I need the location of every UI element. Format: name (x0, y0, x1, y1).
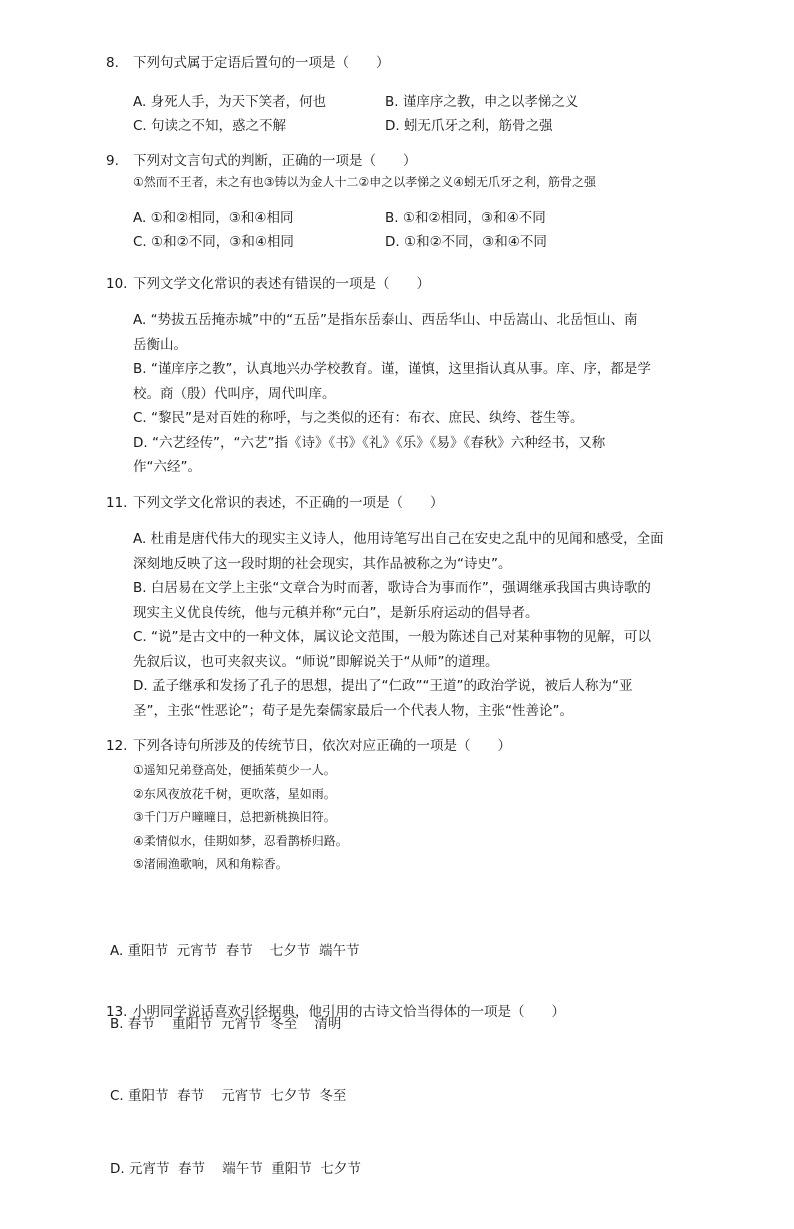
option-b[interactable]: B. 谨庠序之教，申之以孝悌之义 (385, 90, 685, 114)
option-a-line-1[interactable]: A. “势拔五岳掩赤城”中的“五岳”是指东岳泰山、西岳华山、中岳嵩山、北岳恒山、南 (133, 308, 694, 333)
sentence-list: ①然而不王者，未之有也③铸以为金人十二②申之以孝悌之义④蚓无爪牙之利，筋骨之强 (133, 173, 694, 191)
option-b-line-1[interactable]: B. 白居易在文学上主张“文章合为时而著，歌诗合为事而作”，强调继承我国古典诗歌的 (133, 576, 694, 601)
options-text (133, 527, 694, 723)
option-c[interactable]: C. 重阳节 春节 元宵节 七夕节 冬至 (110, 1084, 694, 1108)
poem-line: ⑤渚闹渔歌响，风和角粽香。 (133, 853, 694, 877)
question-stem: 小明同学说话喜欢引经据典，他引用的古诗文恰当得体的一项是（ ） (133, 1002, 694, 1022)
option-d[interactable]: D. 蚓无爪牙之利，筋骨之强 (385, 114, 685, 138)
option-d[interactable]: D. ①和②不同，③和④不同 (385, 230, 685, 254)
options-list (110, 891, 694, 1229)
option-d-line-1[interactable]: D. 孟子继承和发扬了孔子的思想，提出了“仁政”“王道”的政治学说，被后人称为“亚 (133, 674, 694, 699)
option-d-line-1[interactable]: D. “六艺经传”，“六艺”指《诗》《书》《礼》《乐》《易》《春秋》六种经书，又称 (133, 431, 694, 456)
option-a[interactable]: A. ①和②相同，③和④相同 (133, 206, 385, 230)
question-9 (106, 151, 694, 254)
option-a[interactable]: A. 重阳节 元宵节 春节 七夕节 端午节 (110, 939, 694, 963)
question-stem: 下列文学文化常识的表述，不正确的一项是（ ） (133, 493, 694, 513)
question-number: 13. (106, 1002, 133, 1022)
option-a-line-2[interactable]: 深刻地反映了这一段时期的社会现实，其作品被称之为“诗史”。 (133, 552, 694, 577)
poem-list (133, 759, 694, 877)
option-c-line-1[interactable]: C. “黎民”是对百姓的称呼，与之类似的还有：布衣、庶民、纨绔、苍生等。 (133, 406, 694, 431)
option-a-line-2[interactable]: 岳衡山。 (133, 333, 694, 358)
question-number: 12. (106, 736, 133, 756)
option-b-line-1[interactable]: B. “谨庠序之教”，认真地兴办学校教育。谨，谨慎，这里指认真从事。庠、序，都是学 (133, 357, 694, 382)
option-c-line-2[interactable]: 先叙后议，也可夹叙夹议。“师说”即解说关于“从师”的道理。 (133, 650, 694, 675)
question-13 (106, 1002, 694, 1022)
question-number: 10. (106, 274, 133, 294)
question-stem: 下列句式属于定语后置句的一项是（ ） (133, 53, 694, 73)
poem-line: ③千门万户曈曈日，总把新桃换旧符。 (133, 806, 694, 830)
option-a-line-1[interactable]: A. 杜甫是唐代伟大的现实主义诗人，他用诗笔写出自己在安史之乱中的见闻和感受，全面 (133, 527, 694, 552)
poem-line: ④柔情似水，佳期如梦，忍看鹊桥归路。 (133, 830, 694, 854)
question-number: 9. (106, 151, 133, 171)
question-stem: 下列对文言句式的判断，正确的一项是（ ） (133, 151, 694, 171)
option-c-line-1[interactable]: C. “说”是古文中的一种文体，属议论文范围，一般为陈述自己对某种事物的见解，可以 (133, 625, 694, 650)
options-grid (133, 90, 694, 138)
question-12 (106, 736, 694, 1229)
question-11 (106, 493, 694, 723)
option-d-line-2[interactable]: 作“六经”。 (133, 455, 694, 480)
option-b-line-2[interactable]: 现实主义优良传统，他与元稹并称“元白”，是新乐府运动的倡导者。 (133, 601, 694, 626)
option-d[interactable]: D. 元宵节 春节 端午节 重阳节 七夕节 (110, 1157, 694, 1181)
option-d-line-2[interactable]: 圣”，主张“性恶论”；荀子是先秦儒家最后一个代表人物，主张“性善论”。 (133, 699, 694, 724)
question-10 (106, 274, 694, 480)
option-b[interactable]: B. ①和②相同，③和④不同 (385, 206, 685, 230)
question-stem: 下列各诗句所涉及的传统节日，依次对应正确的一项是（ ） (133, 736, 694, 756)
question-8 (106, 53, 694, 138)
option-a[interactable]: A. 身死人手，为天下笑者，何也 (133, 90, 385, 114)
poem-line: ①遥知兄弟登高处，便插茱萸少一人。 (133, 759, 694, 783)
option-b[interactable]: B. 春节 重阳节 元宵节 冬至 清明 (110, 1012, 694, 1036)
options-text (133, 308, 694, 480)
option-c[interactable]: C. ①和②不同，③和④相同 (133, 230, 385, 254)
question-number: 8. (106, 53, 133, 73)
question-stem: 下列文学文化常识的表述有错误的一项是（ ） (133, 274, 694, 294)
option-b-line-2[interactable]: 校。商（殷）代叫序，周代叫庠。 (133, 382, 694, 407)
options-grid (133, 206, 694, 254)
poem-line: ②东风夜放花千树，更吹落，星如雨。 (133, 783, 694, 807)
question-number: 11. (106, 493, 133, 513)
option-c[interactable]: C. 句读之不知，惑之不解 (133, 114, 385, 138)
